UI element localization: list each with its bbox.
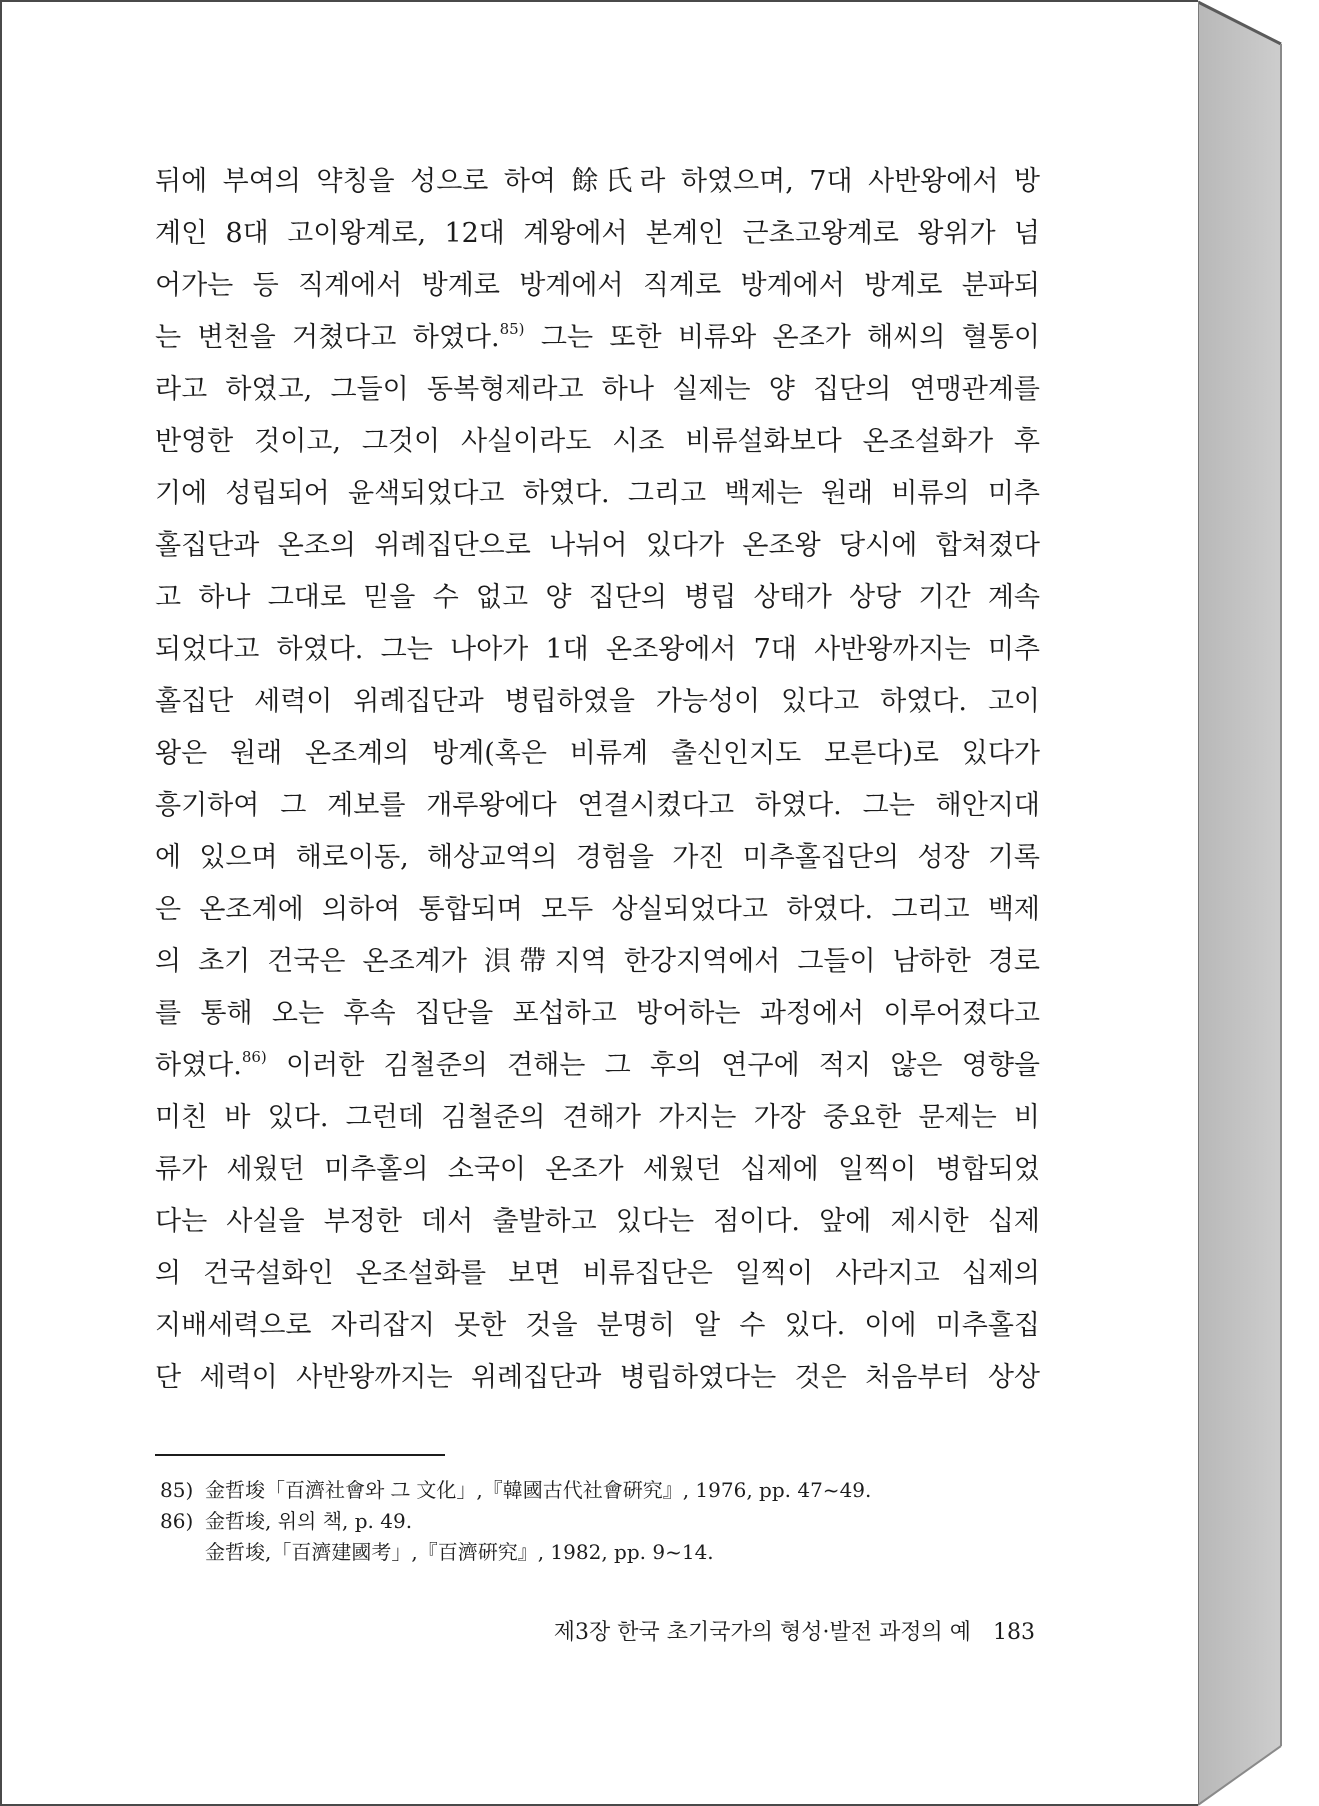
text-segment: 그는 또한 비류와 온조가 해씨의 혈통이	[524, 322, 1040, 353]
footnote-text: 金哲埈「百濟社會와 그 文化」,『韓國古代社會硏究』, 1976, pp. 47~49.	[205, 1478, 872, 1502]
footnote	[160, 1506, 1040, 1568]
text-line: 어가는 등 직계에서 방계로 방계에서 직계로 방계에서 방계로 분파되	[155, 270, 1040, 301]
footnote	[160, 1475, 1040, 1506]
text-line: 왕은 원래 온조계의 방계(혹은 비류계 출신인지도 모른다)로 있다가	[155, 738, 1040, 769]
footnote-reference: 85)	[499, 320, 525, 338]
book-side-face	[1198, 2, 1281, 1805]
page-number: 183	[993, 1620, 1035, 1645]
text-line: 흥기하여 그 계보를 개루왕에다 연결시켰다고 하였다. 그는 해안지대	[155, 790, 1040, 821]
text-line: 기에 성립되어 윤색되었다고 하였다. 그리고 백제는 원래 비류의 미추	[155, 478, 1040, 509]
text-line: 를 통해 오는 후속 집단을 포섭하고 방어하는 과정에서 이루어졌다고	[155, 998, 1040, 1029]
text-line: 미친 바 있다. 그런데 김철준의 견해가 가지는 가장 중요한 문제는 비	[155, 1102, 1040, 1133]
text-line: 홀집단 세력이 위례집단과 병립하였을 가능성이 있다고 하였다. 고이	[155, 686, 1040, 717]
footnote-reference: 86)	[241, 1048, 267, 1066]
text-line: 라고 하였고, 그들이 동복형제라고 하나 실제는 양 집단의 연맹관계를	[155, 374, 1040, 405]
footnote-separator	[155, 1454, 445, 1456]
text-line: 은 온조계에 의하여 통합되며 모두 상실되었다고 하였다. 그리고 백제	[155, 894, 1040, 925]
text-line: 단 세력이 사반왕까지는 위례집단과 병립하였다는 것은 처음부터 상상	[155, 1362, 1040, 1393]
text-line: 다는 사실을 부정한 데서 출발하고 있다는 점이다. 앞에 제시한 십제	[155, 1206, 1040, 1237]
text-line	[155, 312, 1040, 364]
footnote-body	[205, 1475, 1040, 1506]
footnotes	[160, 1475, 1040, 1568]
text-line: 고 하나 그대로 믿을 수 없고 양 집단의 병립 상태가 상당 기간 계속	[155, 582, 1040, 613]
footnote-number: 85)	[160, 1478, 194, 1502]
text-line: 홀집단과 온조의 위례집단으로 나뉘어 있다가 온조왕 당시에 합쳐졌다	[155, 530, 1040, 561]
chapter-title: 제3장 한국 초기국가의 형성·발전 과정의 예	[553, 1620, 971, 1645]
footnote-text: 金哲埈,「百濟建國考」,『百濟硏究』, 1982, pp. 9~14.	[205, 1540, 714, 1564]
text-line: 되었다고 하였다. 그는 나아가 1대 온조왕에서 7대 사반왕까지는 미추	[155, 634, 1040, 665]
text-segment: 이러한 김철준의 견해는 그 후의 연구에 적지 않은 영향을	[266, 1050, 1040, 1081]
text-line: 뒤에 부여의 약칭을 성으로 하여 餘氏라 하였으며, 7대 사반왕에서 방	[155, 166, 1040, 197]
body-text	[155, 156, 1040, 1404]
text-line: 의 초기 건국은 온조계가 浿帶지역 한강지역에서 그들이 남하한 경로	[155, 946, 1040, 977]
text-line: 류가 세웠던 미추홀의 소국이 온조가 세웠던 십제에 일찍이 병합되었	[155, 1154, 1040, 1185]
running-footer	[554, 1616, 1035, 1650]
text-line: 의 건국설화인 온조설화를 보면 비류집단은 일찍이 사라지고 십제의	[155, 1258, 1040, 1289]
text-line: 계인 8대 고이왕계로, 12대 계왕에서 본계인 근초고왕계로 왕위가 넘	[155, 218, 1040, 249]
text-segment: 는 변천을 거쳤다고 하였다.	[155, 322, 500, 353]
text-segment: 하였다.	[155, 1050, 242, 1081]
text-line: 에 있으며 해로이동, 해상교역의 경험을 가진 미추홀집단의 성장 기록	[155, 842, 1040, 873]
footnote-number: 86)	[160, 1509, 194, 1533]
text-line: 반영한 것이고, 그것이 사실이라도 시조 비류설화보다 온조설화가 후	[155, 426, 1040, 457]
footnote-text: 金哲埈, 위의 책, p. 49.	[205, 1509, 413, 1533]
text-line: 지배세력으로 자리잡지 못한 것을 분명히 알 수 있다. 이에 미추홀집	[155, 1310, 1040, 1341]
text-line	[155, 1040, 1040, 1092]
footnote-body	[205, 1506, 1040, 1568]
